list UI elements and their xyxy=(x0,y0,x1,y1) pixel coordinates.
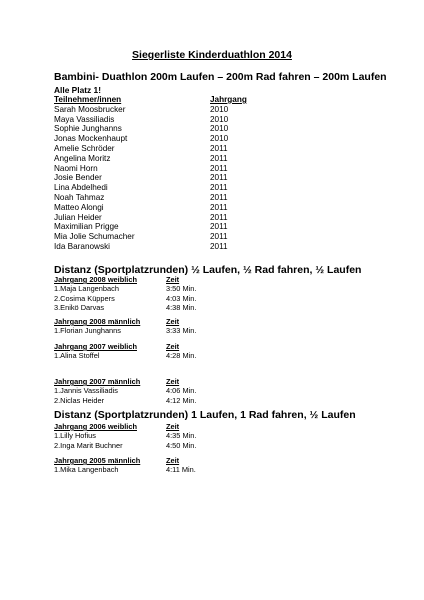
participant-year: 2011 xyxy=(210,212,228,222)
col-header-year: Jahrgang xyxy=(210,95,247,104)
result-name: 2.Inga Marit Buchner xyxy=(54,440,123,450)
result-time: 4:50 Min. xyxy=(166,440,197,450)
participant-year: 2011 xyxy=(210,241,228,251)
participant-name: Sophie Junghanns xyxy=(54,124,122,134)
participant-name: Sarah Moosbrucker xyxy=(54,104,126,114)
participant-name: Ida Baranowski xyxy=(54,241,110,251)
result-name: 1.Alina Stoffel xyxy=(54,351,100,361)
result-time: 3:33 Min. xyxy=(166,326,197,336)
participant-name: Josie Bender xyxy=(54,173,102,183)
result-time: 3:50 Min. xyxy=(166,284,197,294)
participant-year: 2010 xyxy=(210,124,229,134)
group-label: Jahrgang 2008 weiblich xyxy=(54,275,137,284)
participant-name: Maya Vassiliadis xyxy=(54,114,115,124)
time-header: Zeit xyxy=(166,422,180,431)
time-header: Zeit xyxy=(166,456,180,465)
group-label: Jahrgang 2007 weiblich xyxy=(54,342,137,351)
result-time: 4:28 Min. xyxy=(166,351,197,361)
participant-name: Julian Heider xyxy=(54,212,102,222)
bambini-heading: Bambini- Duathlon 200m Laufen – 200m Rad fahren – 200m Laufen xyxy=(54,71,387,83)
col-header-participants: Teilnehmer/innen xyxy=(54,95,122,104)
time-header: Zeit xyxy=(166,275,180,284)
participant-name: Amelie Schröder xyxy=(54,143,115,153)
result-name: 3.Enikö Darvas xyxy=(54,303,105,313)
participant-name: Matteo Alongi xyxy=(54,202,104,212)
participant-name: Naomi Horn xyxy=(54,163,98,173)
result-name: 1.Florian Junghanns xyxy=(54,326,121,336)
time-header: Zeit xyxy=(166,377,180,386)
participant-year: 2010 xyxy=(210,114,229,124)
participant-year: 2011 xyxy=(210,183,228,193)
result-name: 1.Lilly Hofius xyxy=(54,431,96,441)
group-label: Jahrgang 2006 weiblich xyxy=(54,422,137,431)
group-label: Jahrgang 2008 männlich xyxy=(54,317,141,326)
participant-name: Jonas Mockenhaupt xyxy=(54,134,128,144)
participant-year: 2011 xyxy=(210,232,228,242)
time-header: Zeit xyxy=(166,342,180,351)
participant-name: Maximilian Prigge xyxy=(54,222,119,232)
result-name: 2.Niclas Heider xyxy=(54,395,105,405)
result-time: 4:35 Min. xyxy=(166,431,197,441)
participant-name: Lina Abdelhedi xyxy=(54,183,108,193)
result-name: 1.Jannis Vassiliadis xyxy=(54,386,118,396)
participant-year: 2010 xyxy=(210,104,229,114)
participant-year: 2011 xyxy=(210,202,228,212)
result-time: 4:06 Min. xyxy=(166,386,197,396)
result-time: 4:38 Min. xyxy=(166,303,197,313)
distanz-full-heading: Distanz (Sportplatzrunden) 1 Laufen, 1 Rad fahren, ½ Laufen xyxy=(54,409,356,421)
result-name: 1.Mika Langenbach xyxy=(54,465,119,475)
participant-year: 2011 xyxy=(210,173,228,183)
result-name: 1.Maja Langenbach xyxy=(54,284,119,294)
document-title: Siegerliste Kinderduathlon 2014 xyxy=(132,49,292,61)
time-header: Zeit xyxy=(166,317,180,326)
distanz-half-heading: Distanz (Sportplatzrunden) ½ Laufen, ½ Rad fahren, ½ Laufen xyxy=(54,264,362,276)
participant-year: 2011 xyxy=(210,222,228,232)
participant-year: 2011 xyxy=(210,163,228,173)
group-label: Jahrgang 2005 männlich xyxy=(54,456,141,465)
participant-name: Angelina Moritz xyxy=(54,153,111,163)
participant-name: Mia Jolie Schumacher xyxy=(54,232,135,242)
participant-year: 2011 xyxy=(210,153,228,163)
participant-year: 2011 xyxy=(210,143,228,153)
bambini-note: Alle Platz 1! xyxy=(54,85,102,95)
participant-year: 2011 xyxy=(210,192,228,202)
result-time: 4:12 Min. xyxy=(166,395,197,405)
participant-year: 2010 xyxy=(210,134,229,144)
result-name: 2.Cosima Küppers xyxy=(54,293,115,303)
participant-name: Noah Tahmaz xyxy=(54,192,105,202)
group-label: Jahrgang 2007 männlich xyxy=(54,377,141,386)
result-time: 4:11 Min. xyxy=(166,465,196,475)
result-time: 4:03 Min. xyxy=(166,293,197,303)
